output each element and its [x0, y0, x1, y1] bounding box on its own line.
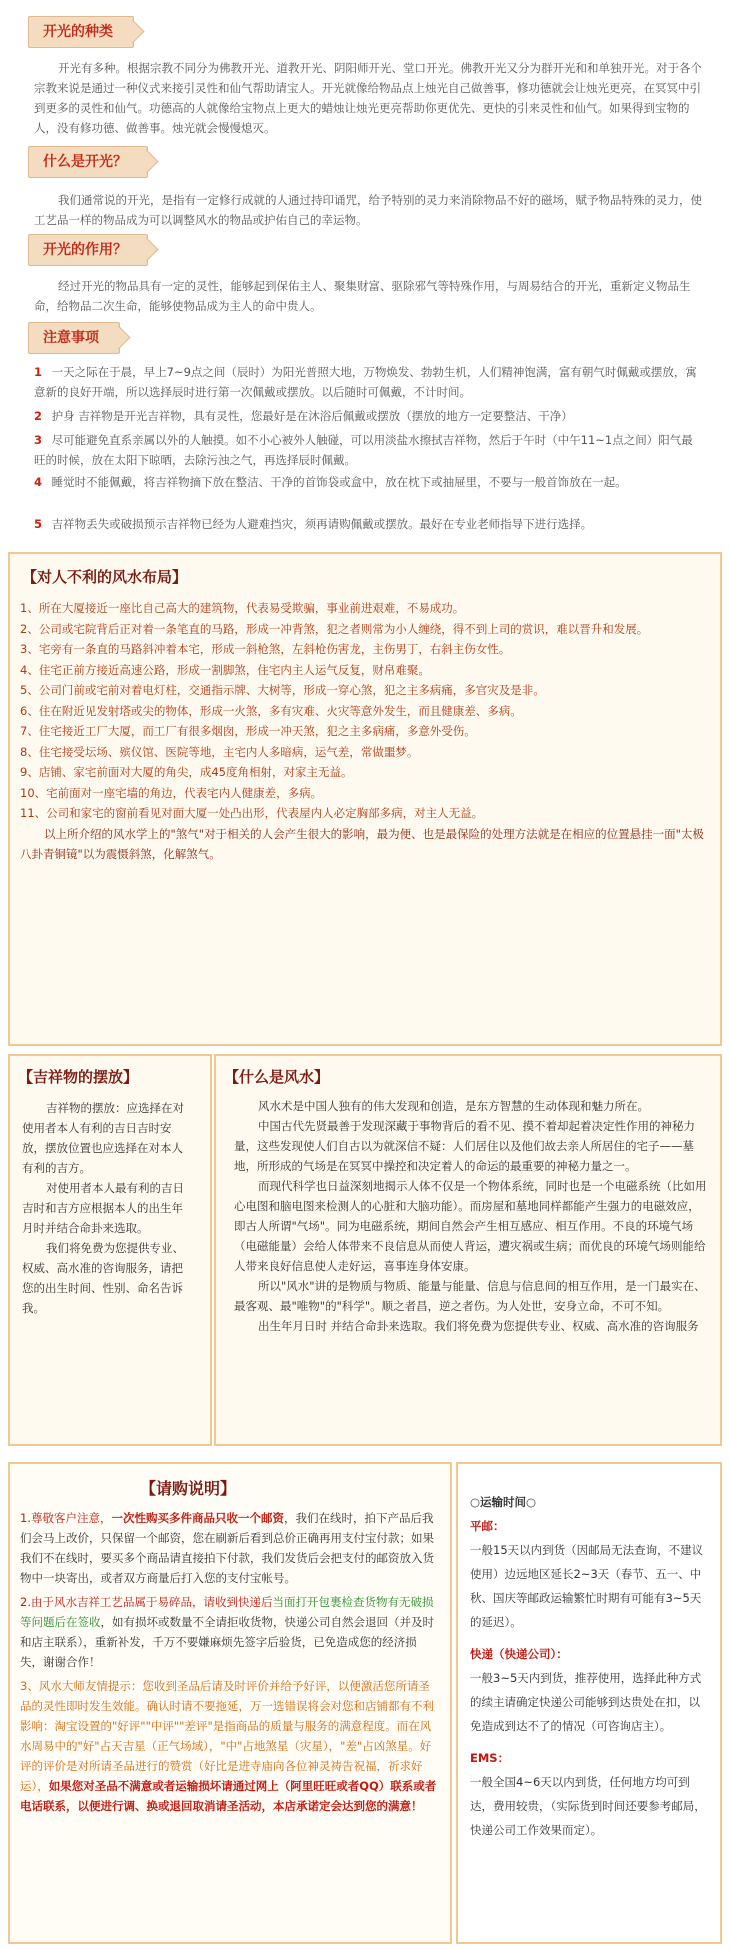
- note-item: 5 吉祥物丢失或破损预示吉祥物已经为人避难挡灾，须再请购佩戴或摆放。最好在专业老师指导下进行选择。: [34, 517, 593, 531]
- list-item: 3、宅旁有一条直的马路斜冲着本宅，形成一斜枪煞，左斜枪伤害龙，主伤男丁，右斜主伤女性。: [20, 642, 511, 656]
- baifang-para: 我们将免费为您提供专业、权威、高水准的咨询服务，请把您的出生时间、性别、命名告诉我。: [22, 1241, 184, 1315]
- list-item: 8、住宅接受坛场、殡仪馆、医院等地，主宅内人多暗病，运气差，常做噩梦。: [20, 744, 419, 759]
- fengshui-title: 【什么是风水】: [224, 1068, 330, 1086]
- section-tag-shenme-kaiguang: 什么是开光？: [28, 146, 148, 178]
- buli-buju-title: 【对人不利的风水布局】: [22, 568, 188, 586]
- list-item: 4、住宅正前方接近高速公路，形成一割脚煞，住宅内主人运气反复，财帛难聚。: [20, 662, 430, 677]
- fengshui-para: 而现代科学也日益深刻地揭示人体不仅是一个物体系统，同时也是一个电磁系统（比如用心电图和脑电图来检测人的心脏和大脑功能）。而房屋和墓地同样都能产生强力的电磁效应，即古人所谓"气场"。同为电磁系统，期间自然会产生相互感应、相互作用。不良的环境气场（电磁能量）会给人体带来不良信息从而使人背运，遭灾祸或生病；而优良的环境气场则能给人带来良好信息使人走好运，喜事连身体安康。: [234, 1179, 707, 1273]
- note-item: 2 护身 吉祥物是开光吉祥物，具有灵性，您最好是在沐浴后佩戴或摆放（摆放的地方一定要整洁、干净）: [34, 409, 573, 423]
- qinggou-para-2: 2.由于风水吉祥工艺品属于易碎品，请收到快递后当面打开包裹检查货物有无破损等问题后在签收，如有损坏或数量不全请拒收货物，快递公司自然会退回（并及时和店主联系），重新补发，千万不要嫌麻烦先签字后验货，已免造成您的经济损失，谢谢合作！: [20, 1595, 434, 1669]
- list-item: 11、公司和家宅的窗前看见对面大厦一处凸出形，代表屋内人必定胸部多病，对主人无益。: [20, 806, 484, 820]
- qinggou-para-1: 1.尊敬客户注意，一次性购买多件商品只收一个邮资，我们在线时，拍下产品后我们会马上改价，只保留一个邮资，您在刷新后看到总价正确再用支付宝付款；如果我们不在线时，要买多个商品请直接拍下付款，我们发货后会把支付的邮资放入货物中一块寄出，或者双方商量后打入您的支付宝帐号。: [20, 1511, 434, 1585]
- buli-buju-list: [20, 598, 710, 865]
- pingyou-text: 一般15天以内到货（因邮局无法查询，不建议使用）边远地区延长2~3天（春节、五一、中秋、国庆等邮政运输繁忙时期有可能有3~5天的延迟）。: [470, 1543, 704, 1629]
- list-item: 5、公司门前或宅前对着电灯柱，交通指示牌、大树等，形成一穿心煞，犯之主多病痛，多官灾及是非。: [20, 683, 545, 697]
- kaiguang-zuoyong-text: 经过开光的物品具有一定的灵性，能够起到保佑主人、聚集财富、驱除邪气等特殊作用，与周易结合的开光，重新定义物品生命，给物品二次生命，能够使物品成为主人的命中贵人。: [34, 279, 691, 313]
- kuaidi-text: 一般3~5天内到货，推荐使用，选择此种方式的续主请确定快递公司能够到达贵处在扣，以免造成到达不了的情况（可咨询店主）。: [470, 1671, 702, 1733]
- qinggou-para-3: 3、风水大师友情提示：您收到圣品后请及时评价并给予好评，以便激活您所请圣品的灵性即时发生效能。确认时请不要拖延，万一选错误将会对您和店铺都有不利影响：淘宝设置的"好评""中评""差评"是指商品的质量与服务的满意程度。而在风水周易中的"好"占天吉星（正气场域），"中"占地煞星（灾星），"差"占凶煞星。好评的评价是对所请圣品进行的赞赏（好比是进寺庙向各位神灵祷告祝福，祈求好运），如果您对圣品不满意或者运输损坏请通过网上（阿里旺旺或者QQ）联系或者电话联系，以便进行调、换或退回取消请圣活动，本店承诺定会达到您的满意！: [20, 1679, 437, 1813]
- pingyou-heading: 平邮：: [470, 1519, 505, 1533]
- qinggou-title: 【请购说明】: [140, 1479, 237, 1498]
- fengshui-para: 中国古代先贤最善于发现深藏于事物背后的看不见、摸不着却起着决定性作用的神秘力量，这些发现使人们自古以为就深信不疑：人们居住以及他们故去亲人所居住的宅子——墓地，所形成的气场是在冥冥中操控和决定着人的命运的最重要的神秘力量之一。: [234, 1119, 695, 1173]
- list-item: 1、所在大厦接近一座比自己高大的建筑物，代表易受欺骗，事业前进艰难，不易成功。: [20, 601, 465, 615]
- qinggou-text: [20, 1508, 438, 1816]
- list-item: 7、住宅接近工厂大厦，而工厂有很多烟囱，形成一冲天煞，犯之主多病痛，多意外受伤。: [20, 724, 476, 738]
- list-item: 10、宅前面对一座宅墙的角边，代表宅内人健康差，多病。: [20, 785, 323, 800]
- baifang-text: [22, 1098, 194, 1318]
- kaiguang-zhonglei-text: 开光有多种。根据宗教不同分为佛教开光、道教开光、阴阳师开光、堂口开光。佛教开光又分为群开光和和单独开光。对于各个宗教来说是通过一种仪式来接引灵性和仙气帮助请宝人。开光就像给物品点上烛光自己做善事，修功德就会让烛光更亮，在冥冥中引到更多的灵性和仙气。功德高的人就像给宝物点上更大的蜡烛让烛光更亮帮助你更优先、更快的引来灵性和仙气。如果得到宝物的人，没有修功德、做善事。烛光就会慢慢熄灭。: [34, 61, 702, 135]
- fengshui-para: 所以"风水"讲的是物质与物质、能量与能量、信息与信息间的相互作用，是一门最实在、最客观、最"唯物"的"科学"。顺之者昌，逆之者伤。为人处世，安身立命，不可不知。: [234, 1279, 706, 1313]
- shipping-title: ○运输时间○: [470, 1495, 537, 1509]
- kuaidi-heading: 快递（快递公司）：: [470, 1647, 568, 1661]
- fengshui-text: [234, 1096, 710, 1336]
- shipping-text: [470, 1490, 706, 1842]
- ems-heading: EMS：: [470, 1751, 510, 1765]
- buli-buju-summary: 以上所介绍的风水学上的"煞气"对于相关的人会产生很大的影响，最为便、也是最保险的处理方法就是在相应的位置悬挂一面"太极八卦青铜镜"以为震慑斜煞，化解煞气。: [20, 826, 704, 861]
- note-item: 3 尽可能避免直系亲属以外的人触摸。如不小心被外人触碰，可以用淡盐水擦拭吉祥物，然后于午时（中午11~1点之间）阳气最旺的时候，放在太阳下晾晒，去除污浊之气，再选择辰时佩戴。: [34, 433, 693, 467]
- baifang-para: 吉祥物的摆放：应选择在对使用者本人有利的吉日吉时安放，摆放位置也应选择在对本人有利的吉方。: [22, 1101, 184, 1175]
- fengshui-para: 风水术是中国人独有的伟大发现和创造，是东方智慧的生动体现和魅力所在。: [258, 1099, 649, 1113]
- section-tag-zhuyi-shixiang: 注意事项: [28, 322, 120, 354]
- note-item: 4 睡觉时不能佩戴，将吉祥物摘下放在整洁、干净的首饰袋或盒中，放在枕下或抽屉里，不要与一般首饰放在一起。: [34, 475, 627, 489]
- list-item: 6、住在附近见发射塔或尖的物体，形成一火煞，多有灾难、火灾等意外发生，而且健康差、多病。: [20, 703, 522, 718]
- ems-text: 一般全国4~6天以内到货，任何地方均可到达，费用较贵，（实际货到时间还要参考邮局，快递公司工作效果而定）。: [470, 1775, 706, 1837]
- list-item: 9、店铺、家宅前面对大厦的角尖，成45度角相射，对家主无益。: [20, 765, 353, 779]
- baifang-title: 【吉祥物的摆放】: [18, 1068, 139, 1086]
- fengshui-para: 出生年月日时 并结合命卦来选取。我们将免费为您提供专业、权威、高水准的咨询服务: [258, 1319, 699, 1333]
- section-tag-kaiguang-zhonglei: 开光的种类: [28, 16, 134, 48]
- note-item: 1 一天之际在于晨，早上7~9点之间（辰时）为阳光普照大地，万物焕发、勃勃生机，人们精神饱满，富有朝气时佩戴或摆放，寓意新的良好开端，所以选择辰时进行第一次佩戴或摆放。以后随时可佩戴，不计时间。: [34, 365, 697, 399]
- baifang-para: 对使用者本人最有利的吉日吉时和吉方应根据本人的出生年月时并结合命卦来选取。: [22, 1181, 184, 1235]
- shenme-kaiguang-text: 我们通常说的开光，是指有一定修行成就的人通过持印诵咒，给予特别的灵力来消除物品不好的磁场，赋予物品特殊的灵力，使工艺品一样的物品成为可以调整风水的物品或护佑自己的幸运物。: [34, 193, 702, 227]
- list-item: 2、公司或宅院背后正对着一条笔直的马路，形成一冲背煞，犯之者则常为小人缠绕，得不到上司的赏识，难以晋升和发展。: [20, 621, 649, 636]
- section-tag-kaiguang-zuoyong: 开光的作用？: [28, 234, 148, 266]
